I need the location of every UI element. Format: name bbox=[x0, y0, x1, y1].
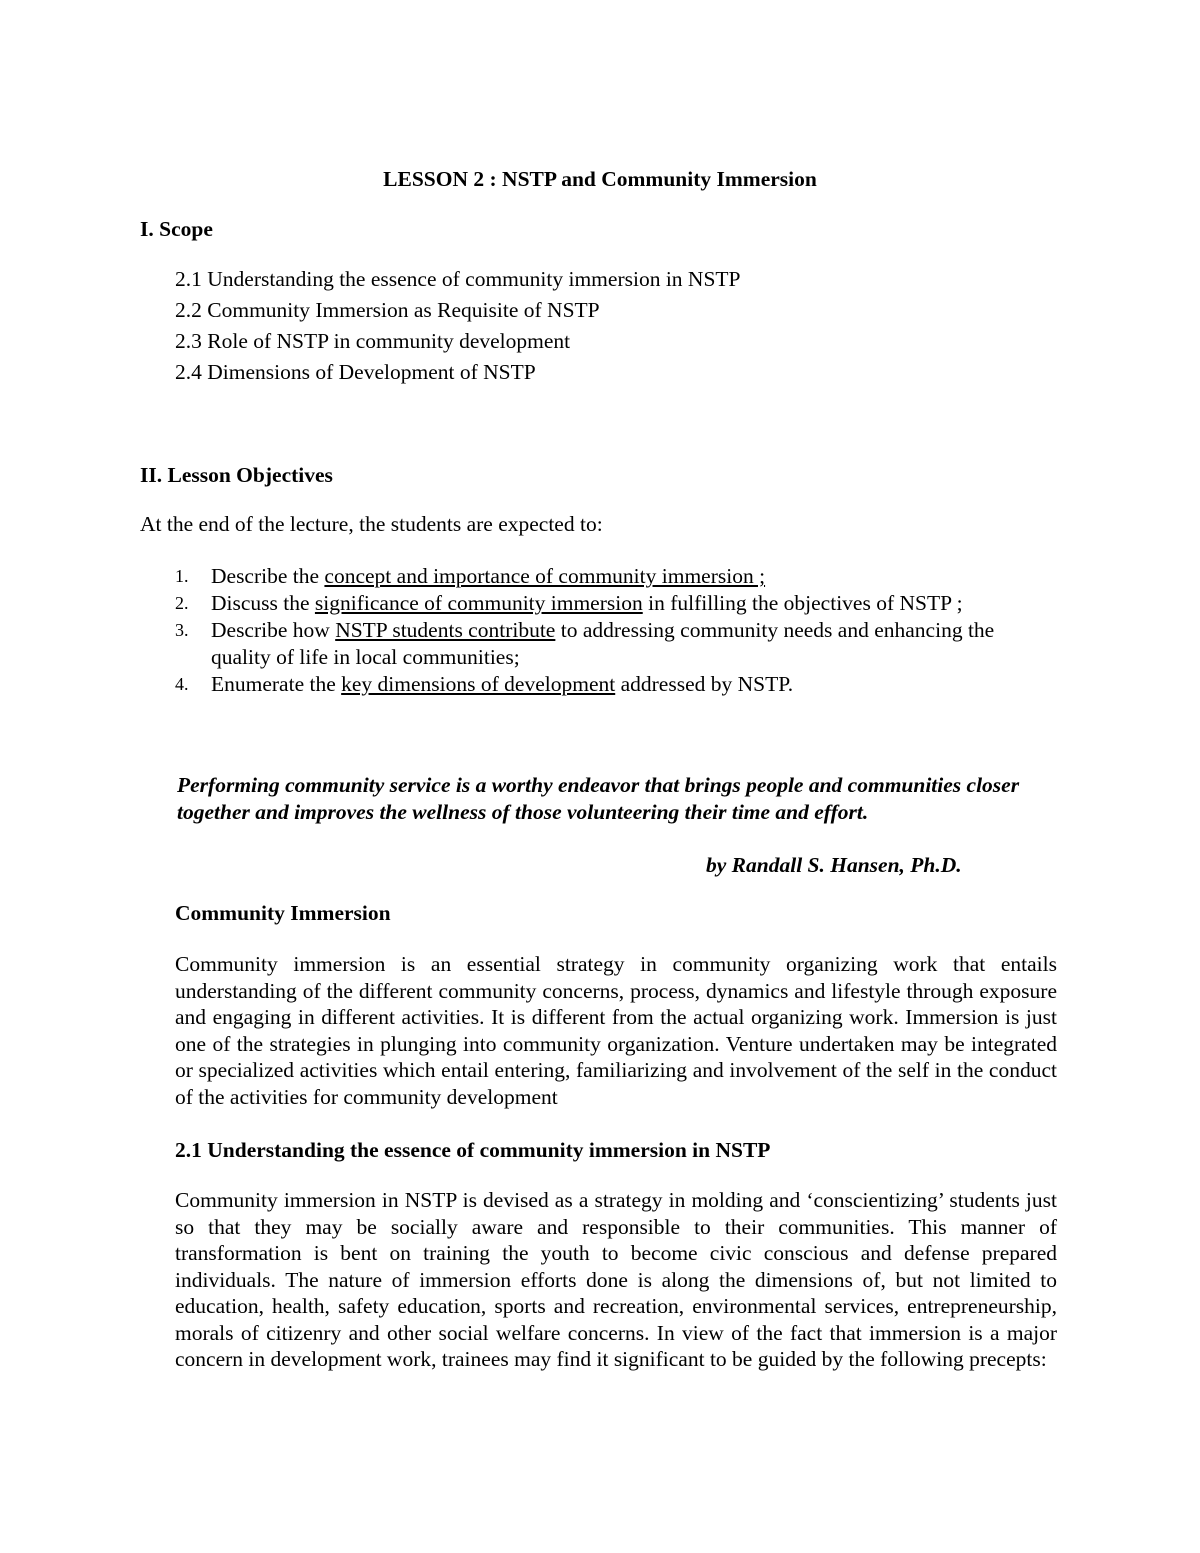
objective-text: Describe how bbox=[211, 618, 336, 642]
objective-text: Describe the bbox=[211, 564, 325, 588]
objective-number: 2. bbox=[175, 593, 189, 613]
objectives-heading: II. Lesson Objectives bbox=[140, 463, 333, 487]
objectives-intro: At the end of the lecture, the students are expected to: bbox=[140, 512, 603, 536]
scope-item: 2.1 Understanding the essence of community immersion in NSTP bbox=[175, 267, 741, 291]
objectives-list bbox=[175, 563, 1055, 698]
page-title: LESSON 2 : NSTP and Community Immersion bbox=[383, 167, 817, 191]
scope-item: 2.2 Community Immersion as Requisite of NSTP bbox=[175, 298, 600, 322]
objective-underlined: significance of community immersion bbox=[314, 591, 643, 615]
objective-item bbox=[175, 590, 1055, 617]
objective-number: 3. bbox=[175, 620, 189, 640]
objective-text: to addressing community needs and enhancing the quality of life in local communities; bbox=[211, 618, 995, 669]
objective-underlined: NSTP students contribute bbox=[335, 618, 556, 642]
objective-item bbox=[175, 563, 1055, 590]
scope-list bbox=[175, 264, 741, 388]
objective-text: in fulfilling the objectives of NSTP ; bbox=[642, 591, 963, 615]
objective-number: 1. bbox=[175, 566, 189, 586]
objective-underlined: concept and importance of community immersion ; bbox=[324, 564, 766, 588]
objective-number: 4. bbox=[175, 674, 189, 694]
objective-text: addressed by NSTP. bbox=[615, 672, 794, 696]
section-2-1-heading: 2.1 Understanding the essence of community immersion in NSTP bbox=[175, 1138, 771, 1162]
objective-item bbox=[175, 617, 1055, 671]
objective-item bbox=[175, 671, 1055, 698]
scope-item: 2.4 Dimensions of Development of NSTP bbox=[175, 360, 536, 384]
scope-item: 2.3 Role of NSTP in community development bbox=[175, 329, 571, 353]
community-immersion-heading: Community Immersion bbox=[175, 901, 391, 925]
objective-text: Discuss the bbox=[211, 591, 315, 615]
scope-heading: I. Scope bbox=[140, 217, 213, 241]
quote-author: by Randall S. Hansen, Ph.D. bbox=[706, 853, 962, 877]
quote-text: Performing community service is a worthy endeavor that brings people and communities closer together and improves the wellness of those volunteering their time and effort. bbox=[177, 773, 1020, 824]
community-immersion-body: Community immersion is an essential strategy in community organizing work that entails understanding of the different community concerns, process, dynamics and lifestyle through exposure and engaging in different activities. It is different from the actual organizing work. Immersion is just one of the strategies in plunging into community organization. Venture undertaken may be integrated or specialized activities which entail entering, familiarizing and involvement of the self in the conduct of the activities for community development bbox=[175, 952, 1057, 1109]
section-2-1-body: Community immersion in NSTP is devised as a strategy in molding and ‘conscientizing’ students just so that they may be socially aware and responsible to their communities. This manner of transformation is bent on training the youth to become civic conscious and defense prepared individuals. The nature of immersion efforts done is along the dimensions of, but not limited to education, health, safety education, sports and recreation, environmental services, entrepreneurship, morals of citizenry and other social welfare concerns. In view of the fact that immersion is a major concern in development work, trainees may find it significant to be guided by the following precepts: bbox=[175, 1188, 1057, 1371]
objective-text: Enumerate the bbox=[211, 672, 342, 696]
objective-underlined: key dimensions of development bbox=[341, 672, 616, 696]
